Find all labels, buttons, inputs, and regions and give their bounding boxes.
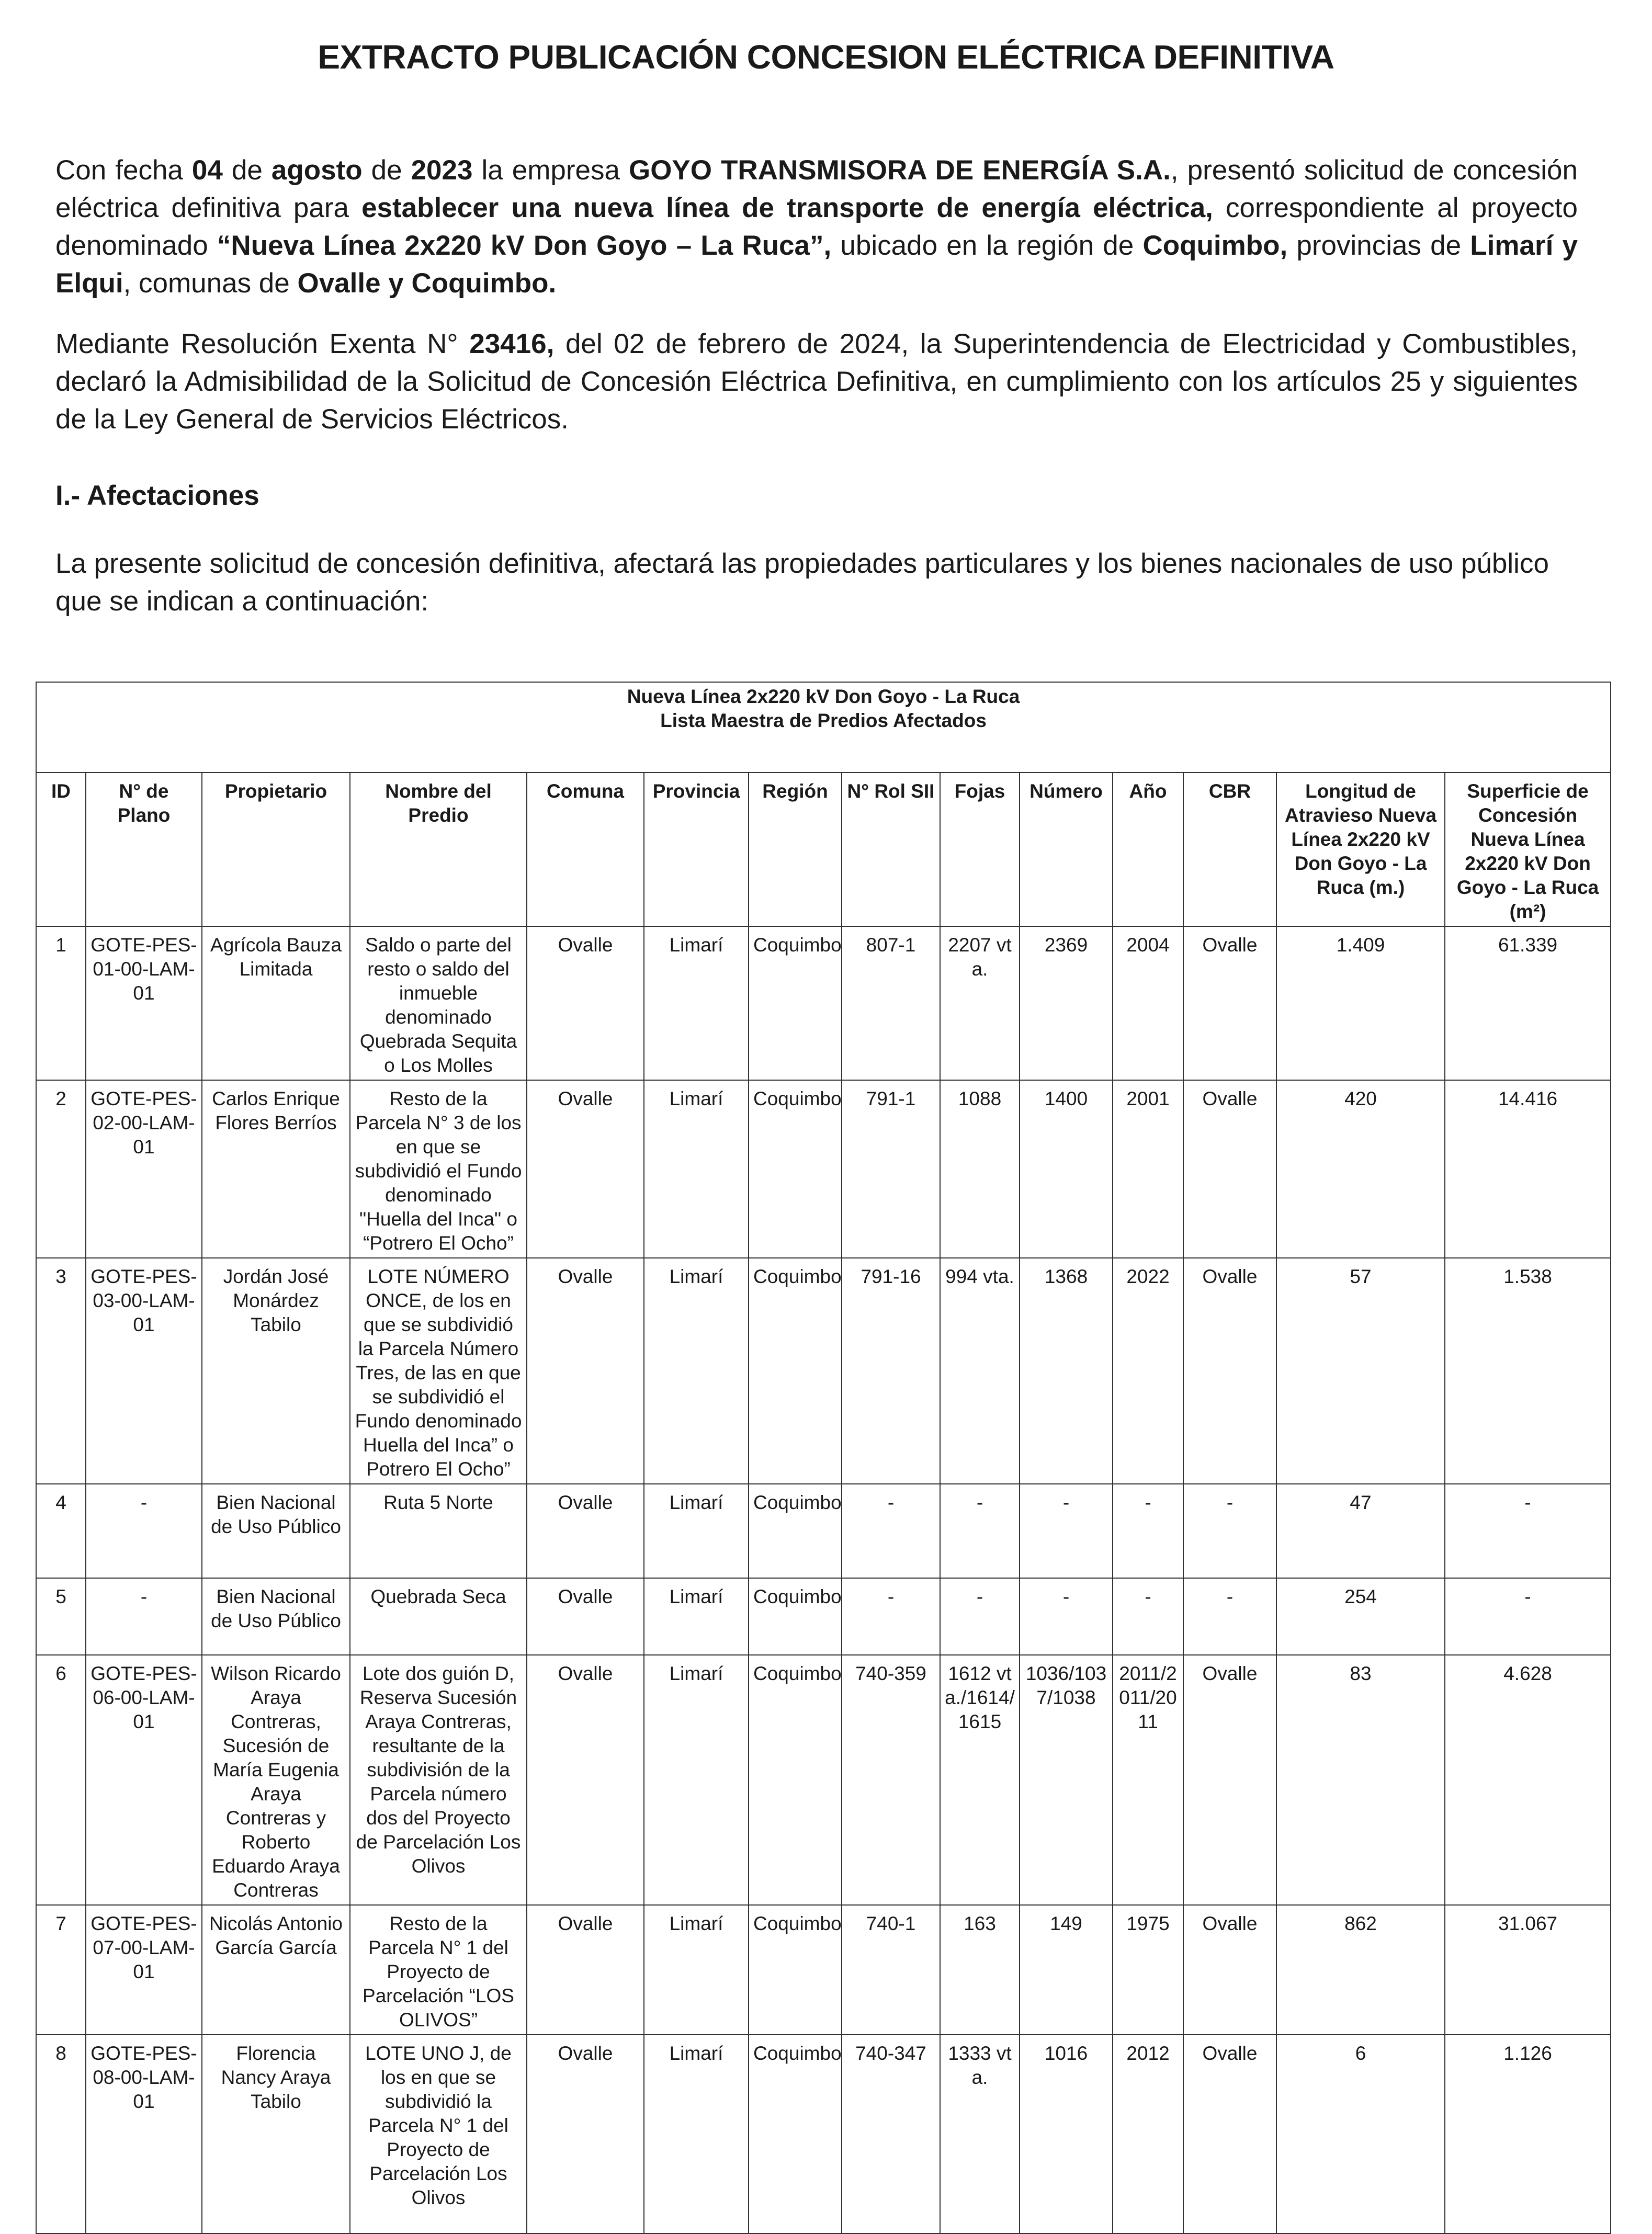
cell-longitud: 862 [1276, 1905, 1445, 2035]
cell-propietario: Bien Nacional de Uso Público [202, 1484, 350, 1578]
cell-plano: GOTE-PES-03-00-LAM-01 [86, 1258, 202, 1484]
header-propietario: Propietario [202, 773, 350, 926]
project-name: “Nueva Línea 2x220 kV Don Goyo – La Ruca”, [217, 230, 832, 261]
cell-anio: 1975 [1113, 1905, 1183, 2035]
cell-fojas: 1612 vta./1614/1615 [940, 1655, 1020, 1905]
cell-provincia: Limarí [644, 1258, 749, 1484]
cell-id: 7 [36, 1905, 86, 2035]
cell-id: 3 [36, 1258, 86, 1484]
cell-anio: 2022 [1113, 1258, 1183, 1484]
header-provincia: Provincia [644, 773, 749, 926]
cell-cbr: - [1183, 1578, 1276, 1655]
cell-cbr: Ovalle [1183, 2035, 1276, 2233]
purpose: establecer una nueva línea de transporte de energía eléctrica, [361, 192, 1213, 223]
cell-predio: Saldo o parte del resto o saldo del inmueble denominado Quebrada Sequita o Los Molles [350, 926, 527, 1080]
cell-rol: 740-359 [842, 1655, 940, 1905]
cell-predio: Ruta 5 Norte [350, 1484, 527, 1578]
cell-anio: 2001 [1113, 1080, 1183, 1258]
filing-day: 04 [191, 155, 223, 186]
header-plano: N° de Plano [86, 773, 202, 926]
cell-numero: - [1020, 1484, 1113, 1578]
cell-predio: Resto de la Parcela N° 1 del Proyecto de Parcelación “LOS OLIVOS” [350, 1905, 527, 2035]
cell-numero: - [1020, 1578, 1113, 1655]
resolution-paragraph: Mediante Resolución Exenta N° 23416, del 02 de febrero de 2024, la Superintendencia de Electricidad y Combustibles, declaró la Admisibilidad de la Solicitud de Concesión Eléctrica Definitiva, en cumplimiento con los artículos 25 y siguientes de la Ley General de Servicios Eléctricos. [55, 328, 1578, 435]
cell-predio: Lote dos guión D, Reserva Sucesión Araya Contreras, resultante de la subdivisión de la Parcela número dos del Proyecto de Parcelación Los Olivos [350, 1655, 527, 1905]
cell-region: Coquimbo [749, 1905, 842, 2035]
cell-rol: 807-1 [842, 926, 940, 1080]
cell-predio: LOTE UNO J, de los en que se subdividió la Parcela N° 1 del Proyecto de Parcelación Los Olivos [350, 2035, 527, 2233]
cell-fojas: 163 [940, 1905, 1020, 2035]
cell-rol: 791-16 [842, 1258, 940, 1484]
table-row [36, 1484, 1611, 1578]
cell-comuna: Ovalle [527, 1258, 644, 1484]
header-numero: Número [1020, 773, 1113, 926]
company-name: GOYO TRANSMISORA DE ENERGÍA S.A. [628, 155, 1171, 186]
cell-longitud: 47 [1276, 1484, 1445, 1578]
header-cbr: CBR [1183, 773, 1276, 926]
cell-cbr: - [1183, 1484, 1276, 1578]
cell-id: 8 [36, 2035, 86, 2233]
cell-rol: 740-347 [842, 2035, 940, 2233]
cell-region: Coquimbo [749, 1484, 842, 1578]
cell-provincia: Limarí [644, 1655, 749, 1905]
resolution-number: 23416, [469, 328, 555, 359]
cell-superficie: 61.339 [1445, 926, 1611, 1080]
cell-comuna: Ovalle [527, 1655, 644, 1905]
cell-comuna: Ovalle [527, 1578, 644, 1655]
cell-predio: LOTE NÚMERO ONCE, de los en que se subdividió la Parcela Número Tres, de las en que se subdividió el Fundo denominado Huella del Inca” o Potrero El Ocho” [350, 1258, 527, 1484]
cell-provincia: Limarí [644, 1905, 749, 2035]
table-row [36, 1905, 1611, 2035]
cell-region: Coquimbo [749, 1655, 842, 1905]
cell-region: Coquimbo [749, 926, 842, 1080]
cell-id: 5 [36, 1578, 86, 1655]
header-id: ID [36, 773, 86, 926]
cell-plano: GOTE-PES-07-00-LAM-01 [86, 1905, 202, 2035]
header-superficie: Superficie de Concesión Nueva Línea 2x220 kV Don Goyo - La Ruca (m²) [1445, 773, 1611, 926]
cell-superficie: - [1445, 1484, 1611, 1578]
cell-cbr: Ovalle [1183, 1258, 1276, 1484]
cell-propietario: Jordán José Monárdez Tabilo [202, 1258, 350, 1484]
cell-comuna: Ovalle [527, 1905, 644, 2035]
cell-superficie: 31.067 [1445, 1905, 1611, 2035]
cell-propietario: Wilson Ricardo Araya Contreras, Sucesión de María Eugenia Araya Contreras y Roberto Eduardo Araya Contreras [202, 1655, 350, 1905]
cell-comuna: Ovalle [527, 2035, 644, 2233]
cell-comuna: Ovalle [527, 926, 644, 1080]
table-caption-title: Nueva Línea 2x220 kV Don Goyo - La Ruca [627, 686, 1020, 707]
cell-numero: 1400 [1020, 1080, 1113, 1258]
cell-plano: GOTE-PES-02-00-LAM-01 [86, 1080, 202, 1258]
cell-propietario: Florencia Nancy Araya Tabilo [202, 2035, 350, 2233]
table-row [36, 1258, 1611, 1484]
table-row [36, 2035, 1611, 2233]
header-comuna: Comuna [527, 773, 644, 926]
table-caption [36, 682, 1611, 773]
cell-region: Coquimbo [749, 1578, 842, 1655]
table-caption-subtitle: Lista Maestra de Predios Afectados [660, 710, 987, 731]
cell-plano: GOTE-PES-01-00-LAM-01 [86, 926, 202, 1080]
cell-numero: 149 [1020, 1905, 1113, 2035]
cell-plano: GOTE-PES-08-00-LAM-01 [86, 2035, 202, 2233]
cell-longitud: 57 [1276, 1258, 1445, 1484]
cell-fojas: 1088 [940, 1080, 1020, 1258]
cell-provincia: Limarí [644, 1484, 749, 1578]
cell-numero: 1368 [1020, 1258, 1113, 1484]
cell-plano: - [86, 1578, 202, 1655]
cell-superficie: 1.126 [1445, 2035, 1611, 2233]
cell-predio: Quebrada Seca [350, 1578, 527, 1655]
cell-longitud: 420 [1276, 1080, 1445, 1258]
table-header-row [36, 773, 1611, 926]
cell-anio: 2011/2011/2011 [1113, 1655, 1183, 1905]
cell-anio: 2012 [1113, 2035, 1183, 2233]
cell-anio: - [1113, 1484, 1183, 1578]
header-predio: Nombre del Predio [350, 773, 527, 926]
header-region: Región [749, 773, 842, 926]
cell-comuna: Ovalle [527, 1080, 644, 1258]
cell-rol: - [842, 1578, 940, 1655]
cell-region: Coquimbo [749, 1080, 842, 1258]
header-anio: Año [1113, 773, 1183, 926]
cell-provincia: Limarí [644, 1578, 749, 1655]
cell-id: 4 [36, 1484, 86, 1578]
cell-comuna: Ovalle [527, 1484, 644, 1578]
cell-cbr: Ovalle [1183, 1080, 1276, 1258]
header-fojas: Fojas [940, 773, 1020, 926]
cell-propietario: Carlos Enrique Flores Berríos [202, 1080, 350, 1258]
cell-superficie: 14.416 [1445, 1080, 1611, 1258]
header-longitud: Longitud de Atravieso Nueva Línea 2x220 kV Don Goyo - La Ruca (m.) [1276, 773, 1445, 926]
cell-provincia: Limarí [644, 2035, 749, 2233]
cell-id: 1 [36, 926, 86, 1080]
cell-propietario: Agrícola Bauza Limitada [202, 926, 350, 1080]
section-heading: I.- Afectaciones [55, 480, 259, 511]
cell-numero: 1036/1037/1038 [1020, 1655, 1113, 1905]
header-rol: N° Rol SII [842, 773, 940, 926]
document-title: EXTRACTO PUBLICACIÓN CONCESION ELÉCTRICA DEFINITIVA [318, 38, 1334, 76]
cell-cbr: Ovalle [1183, 1655, 1276, 1905]
cell-plano: - [86, 1484, 202, 1578]
cell-fojas: 2207 vta. [940, 926, 1020, 1080]
cell-predio: Resto de la Parcela N° 3 de los en que se subdividió el Fundo denominado "Huella del Inca" o “Potrero El Ocho” [350, 1080, 527, 1258]
cell-numero: 2369 [1020, 926, 1113, 1080]
intro-paragraph: Con fecha 04 de agosto de 2023 la empresa GOYO TRANSMISORA DE ENERGÍA S.A., presentó solicitud de concesión eléctrica definitiva para establecer una nueva línea de transporte de energía eléctrica, correspondiente al proyecto denominado “Nueva Línea 2x220 kV Don Goyo – La Ruca”, ubicado en la región de Coquimbo, provincias de Limarí y Elqui, comunas de Ovalle y Coquimbo. [55, 155, 1578, 299]
table-row [36, 1655, 1611, 1905]
cell-fojas: 994 vta. [940, 1258, 1020, 1484]
cell-id: 2 [36, 1080, 86, 1258]
cell-provincia: Limarí [644, 926, 749, 1080]
table-row [36, 1578, 1611, 1655]
cell-rol: 740-1 [842, 1905, 940, 2035]
cell-fojas: 1333 vta. [940, 2035, 1020, 2233]
commune-names: Ovalle y Coquimbo. [297, 268, 557, 299]
cell-numero: 1016 [1020, 2035, 1113, 2233]
province-names: Limarí y Elqui [55, 230, 1578, 299]
region-name: Coquimbo, [1142, 230, 1288, 261]
cell-longitud: 1.409 [1276, 926, 1445, 1080]
cell-region: Coquimbo [749, 2035, 842, 2233]
cell-longitud: 83 [1276, 1655, 1445, 1905]
cell-longitud: 254 [1276, 1578, 1445, 1655]
cell-propietario: Bien Nacional de Uso Público [202, 1578, 350, 1655]
cell-superficie: 4.628 [1445, 1655, 1611, 1905]
cell-longitud: 6 [1276, 2035, 1445, 2233]
cell-cbr: Ovalle [1183, 1905, 1276, 2035]
cell-cbr: Ovalle [1183, 926, 1276, 1080]
cell-anio: - [1113, 1578, 1183, 1655]
cell-provincia: Limarí [644, 1080, 749, 1258]
cell-propietario: Nicolás Antonio García García [202, 1905, 350, 2035]
table-row [36, 926, 1611, 1080]
cell-id: 6 [36, 1655, 86, 1905]
cell-fojas: - [940, 1578, 1020, 1655]
table-row [36, 1080, 1611, 1258]
properties-table [36, 682, 1611, 2234]
cell-rol: - [842, 1484, 940, 1578]
cell-superficie: 1.538 [1445, 1258, 1611, 1484]
affectations-paragraph: La presente solicitud de concesión definitiva, afectará las propiedades particulares y los bienes nacionales de uso público que se indican a continuación: [55, 548, 1549, 617]
cell-region: Coquimbo [749, 1258, 842, 1484]
cell-superficie: - [1445, 1578, 1611, 1655]
cell-rol: 791-1 [842, 1080, 940, 1258]
cell-anio: 2004 [1113, 926, 1183, 1080]
filing-year: 2023 [411, 155, 473, 186]
cell-fojas: - [940, 1484, 1020, 1578]
cell-plano: GOTE-PES-06-00-LAM-01 [86, 1655, 202, 1905]
filing-month: agosto [271, 155, 363, 186]
